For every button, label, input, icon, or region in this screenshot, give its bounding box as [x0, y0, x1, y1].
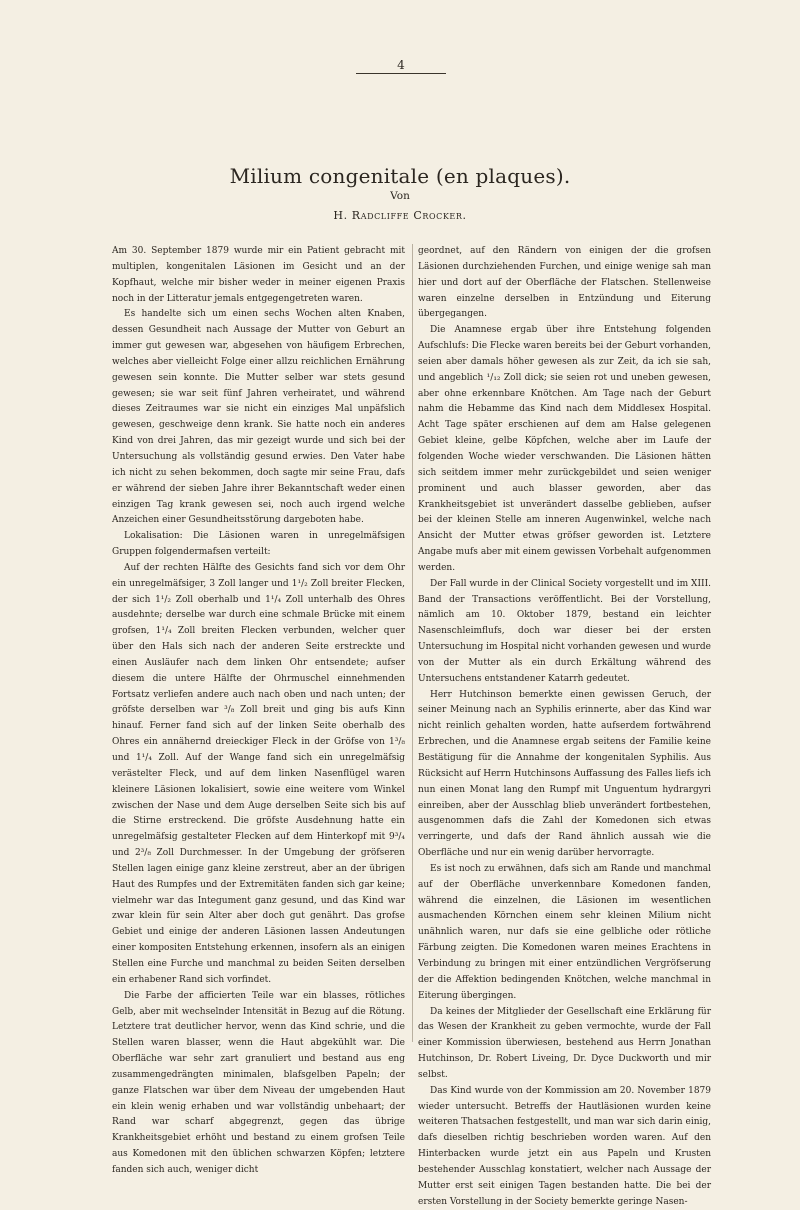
paragraph: Die Farbe der afficierten Teile war ein blasses, rötliches Gelb, aber mit wechselnder Intensität in Bezug auf die Rötung. Letztere trat deutlicher hervor, wenn das Kind schrie, und die Stellen waren blasser, wenn die Haut abgekühlt war. Die Oberfläche war sehr zart granuliert und bestand aus eng zusammengedrängten minimalen, blafsgelben Papeln; der ganze Flatschen war über dem Niveau der umgebenden Haut ein klein wenig erhaben und war vollständig unbehaart; der Rand war scharf abgegrenzt, gegen das übrige Krankheitsgebiet erhöht und bestand zu einem grofsen Teile aus Komedonen mit den üblichen schwarzen Köpfen; letztere fanden sich auch, weniger dicht — [112, 990, 405, 1175]
paragraph: Da keines der Mitglieder der Gesellschaft eine Erklärung für das Wesen der Krankheit zu geben vermochte, wurde der Fall einer Kommission überwiesen, bestehend aus Herrn Jonathan Hutchinson, Dr. Robert Liveing, Dr. Dyce Duckworth und mir selbst. — [418, 1006, 711, 1080]
paragraph: Auf der rechten Hälfte des Gesichts fand sich vor dem Ohr ein unregelmäfsiger, 3 Zoll langer und 1¹/₂ Zoll breiter Flecken, der sich 1¹/₂ Zoll oberhalb und 1¹/₄ Zoll unterhalb des Ohres ausdehnte; derselbe war durch eine schmale Brücke mit einem grofsen, 1¹/₄ Zoll breiten Flecken verbunden, welcher quer über den Hals sich nach der anderen Seite erstreckte und einen Ausläufer nach dem linken Ohr entsendete; aufser diesem die untere Hälfte der Ohrmuschel einnehmenden Fortsatz verliefen andere auch nach oben und nach unten; der gröfste derselben war ³/₈ Zoll breit und ging bis aufs Kinn hinauf. Ferner fand sich auf der linken Seite oberhalb des Ohres ein annähernd dreieckiger Fleck in der Gröfse von 1³/₈ und 1¹/₄ Zoll. Auf der Wange fand sich ein unregelmäfsig verästelter Fleck, und auf dem linken Nasenflügel waren kleinere Läsionen lokalisiert, sowie eine weitere vom Winkel zwischen der Nase und dem Auge derselben Seite sich bis auf die Stirne erstreckend. Die gröfste Ausdehnung hatte ein unregelmäfsig gestalteter Flecken auf dem Hinterkopf mit 9³/₄ und 2³/₈ Zoll Durchmesser. In der Umgebung der gröfseren Stellen lagen einige ganz kleine zerstreut, aber an der übrigen Haut des Rumpfes und der Extremitäten fanden sich gar keine; vielmehr war das Integument ganz gesund, und das Kind war zwar klein für sein Alter aber doch gut genährt. Das grofse Gebiet und einige der anderen Läsionen lassen Andeutungen einer kompositen Entstehung erkennen, insofern als an einigen Stellen eine Furche und manchmal zu beiden Seiten derselben ein erhabener Rand sich vorfindet. — [112, 562, 405, 985]
column-divider — [412, 244, 413, 1042]
right-column — [418, 244, 712, 1207]
page-number: 4 — [356, 58, 446, 74]
paragraph: Es ist noch zu erwähnen, dafs sich am Rande und manchmal auf der Oberfläche unverkennbare Komedonen fanden, während die einzelnen, die Läsionen im wesentlichen ausmachenden Körnchen einem sehr kleinen Milium nicht unähnlich waren, nur dafs sie eine gelbliche oder rötliche Färbung zeigten. Die Komedonen waren meines Erachtens in Verbindung zu bringen mit einer entzündlichen Vergröfserung der die Affektion bedingenden Knötchen, welche manchmal in Eiterung übergingen. — [418, 863, 711, 1001]
left-column — [112, 244, 405, 1175]
paragraph: geordnet, auf den Rändern von einigen der die grofsen Läsionen durchziehenden Furchen, und einige wenige sah man hier und dort auf der Oberfläche der Flatschen. Stellenweise waren einzelne derselben in Entzündung und Eiterung übergegangen. — [418, 246, 711, 320]
paragraph: Das Kind wurde von der Kommission am 20. November 1879 wieder untersucht. Betreffs der Hautläsionen wurden keine weiteren Thatsachen festgestellt, und man war sich darin einig, dafs dieselben richtig beschrieben worden waren. Auf den Hinterbacken wurde jetzt ein aus Papeln und Krusten bestehender Ausschlag konstatiert, welcher nach Aussage der Mutter erst seit einigen Tagen bestanden hatte. Die bei der ersten Vorstellung in der Society bemerkte geringe Nasen- — [418, 1085, 711, 1207]
byline: Von — [390, 190, 410, 202]
paragraph: Am 30. September 1879 wurde mir ein Patient gebracht mit multiplen, kongenitalen Läsionen im Gesicht und an der Kopfhaut, welche mir bisher weder in meiner eigenen Praxis noch in der Litteratur jemals entgegengetreten waren. — [112, 246, 405, 304]
paragraph: Es handelte sich um einen sechs Wochen alten Knaben, dessen Gesundheit nach Aussage der Mutter von Geburt an immer gut gewesen war, abgesehen von häufigem Erbrechen, welches aber vielleicht Folge einer allzu reichlichen Ernährung gewesen sein konnte. Die Mutter selber war stets gesund gewesen; sie war seit fünf Jahren verheiratet, und während dieses Zeitraumes war sie nicht ein einziges Mal unpäfslich gewesen, geschweige denn krank. Sie hatte noch ein anderes Kind von drei Jahren, das mir gezeigt wurde und sich bei der Untersuchung als vollständig gesund erwies. Den Vater habe ich nicht zu sehen bekommen, doch sagte mir seine Frau, dafs er während der sieben Jahre ihrer Bekanntschaft weder einen einzigen Tag krank gewesen sei, noch auch irgend welche Anzeichen einer Gesundheitsstörung dargeboten habe. — [112, 309, 405, 526]
article-title: Milium congenitale (en plaques). — [229, 164, 571, 188]
paragraph: Herr Hutchinson bemerkte einen gewissen Geruch, der seiner Meinung nach an Syphilis erinnerte, aber das Kind war nicht reinlich gehalten worden, hatte aufserdem fortwährend Erbrechen, und die Anamnese ergab seitens der Familie keine Bestätigung für die Annahme der kongenitalen Syphilis. Aus Rücksicht auf Herrn Hutchinsons Auffassung des Falles liefs ich nun einen Monat lang den Rumpf mit Unguentum hydrargyri einreiben, aber der Ausschlag blieb unverändert fortbestehen, ausgenommen dafs die Zahl der Komedonen sich etwas verringerte, und dafs der Rand ähnlich aussah wie die Oberfläche und nur ein wenig darüber hervorragte. — [418, 689, 712, 859]
paragraph: Die Anamnese ergab über ihre Entstehung folgenden Aufschlufs: Die Flecke waren bereits bei der Geburt vorhanden, seien aber damals höher gewesen als zur Zeit, da ich sie sah, und angeblich ¹/₁₂ Zoll dick; sie seien rot und uneben gewesen, aber ohne erkennbare Knötchen. Am Tage nach der Geburt nahm die Hebamme das Kind nach dem Middlesex Hospital. Acht Tage später erschienen auf dem am Halse gelegenen Gebiet kleine, gelbe Köpfchen, welche aber im Laufe der folgenden Woche wieder verschwanden. Die Läsionen hätten sich seitdem immer mehr zurückgebildet und seien weniger prominent und auch blasser geworden, aber das Krankheitsgebiet ist unverändert dasselbe geblieben, aufser bei der kleinen Stelle am inneren Augenwinkel, welche nach Ansicht der Mutter etwas gröfser geworden ist. Letztere Angabe mufs aber mit einem gewissen Vorbehalt aufgenommen werden. — [418, 325, 711, 573]
paragraph: Der Fall wurde in der Clinical Society vorgestellt und im XIII. Band der Transactions veröffentlicht. Bei der Vorstellung, nämlich am 10. Oktober 1879, bestand ein leichter Nasenschleimflufs, doch war dieser bei der ersten Untersuchung im Hospital nicht vorhanden gewesen und wurde von der Mutter als ein durch Erkältung während des Untersuchens entstandener Katarrh gedeutet. — [418, 578, 711, 684]
author-name: H. Radcliffe Crocker. — [333, 209, 467, 222]
paragraph: Lokalisation: Die Läsionen waren in unregelmäfsigen Gruppen folgendermafsen verteilt: — [112, 531, 405, 558]
